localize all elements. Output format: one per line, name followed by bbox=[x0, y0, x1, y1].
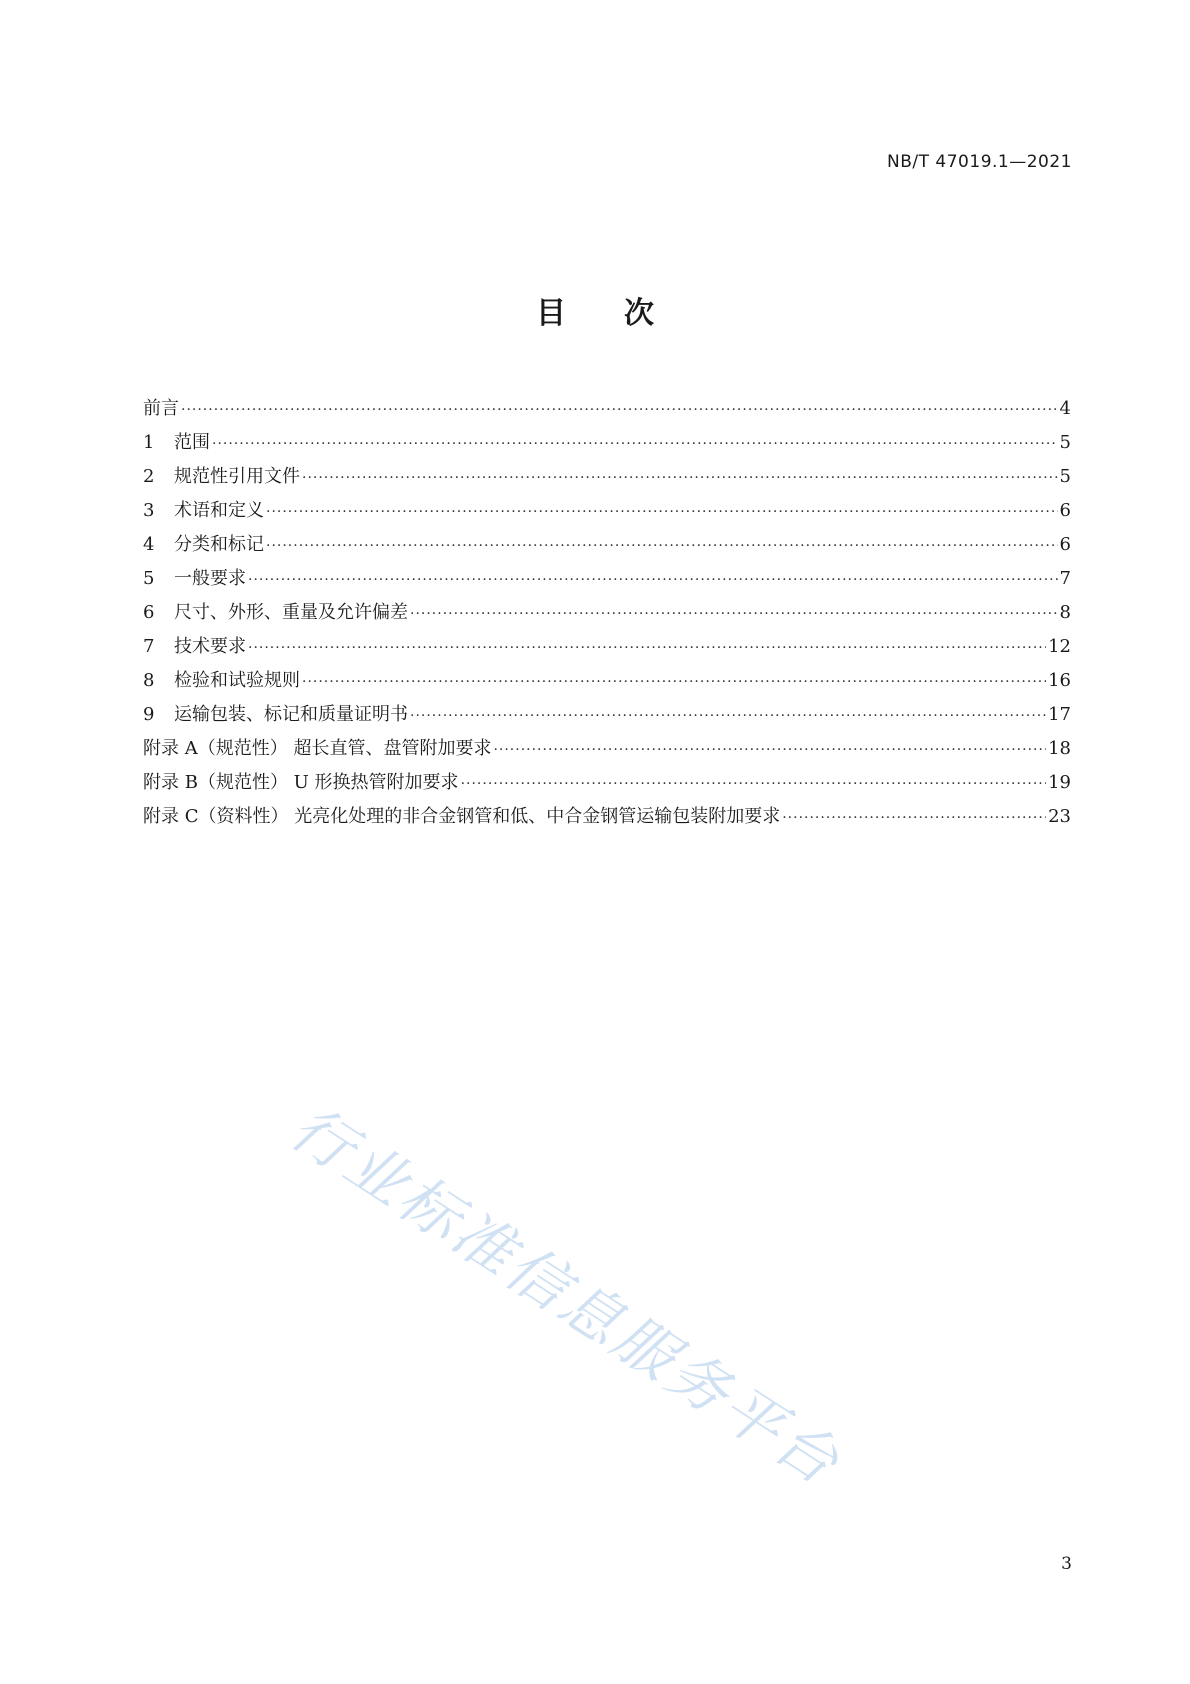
toc-section-number: 9 bbox=[143, 704, 155, 725]
page-title: 目次 bbox=[536, 296, 712, 331]
toc-page-number: 7 bbox=[1059, 568, 1071, 589]
toc-section-number: 8 bbox=[143, 670, 155, 691]
toc-label: 范围 bbox=[174, 432, 210, 453]
toc-label: 附录 A（规范性） 超长直管、盘管附加要求 bbox=[143, 738, 492, 759]
toc-leader bbox=[782, 801, 1046, 835]
toc-entry-5[interactable] bbox=[143, 562, 1071, 596]
toc-leader bbox=[266, 495, 1058, 529]
document-code: NB/T 47019.1—2021 bbox=[887, 152, 1072, 172]
toc-entry-9[interactable] bbox=[143, 698, 1071, 732]
toc-leader bbox=[181, 393, 1058, 427]
toc-entry-1[interactable] bbox=[143, 426, 1071, 460]
toc-label: 附录 B（规范性） U 形换热管附加要求 bbox=[143, 772, 459, 793]
toc-page-number: 18 bbox=[1048, 738, 1071, 759]
toc-section-number: 3 bbox=[143, 500, 155, 521]
table-of-contents bbox=[143, 392, 1071, 834]
page-number: 3 bbox=[1061, 1554, 1072, 1574]
toc-page-number: 19 bbox=[1048, 772, 1071, 793]
toc-leader bbox=[493, 733, 1046, 767]
toc-page-number: 5 bbox=[1059, 432, 1071, 453]
toc-entry-2[interactable] bbox=[143, 460, 1071, 494]
toc-entry-appendix-a[interactable] bbox=[143, 732, 1071, 766]
toc-label: 术语和定义 bbox=[174, 500, 264, 521]
toc-section-number: 6 bbox=[143, 602, 155, 623]
toc-label: 尺寸、外形、重量及允许偏差 bbox=[174, 602, 408, 623]
toc-entry-3[interactable] bbox=[143, 494, 1071, 528]
toc-label: 分类和标记 bbox=[174, 534, 264, 555]
toc-leader bbox=[266, 529, 1058, 563]
toc-label: 一般要求 bbox=[174, 568, 246, 589]
toc-label: 规范性引用文件 bbox=[174, 466, 300, 487]
toc-leader bbox=[410, 699, 1046, 733]
toc-entry-4[interactable] bbox=[143, 528, 1071, 562]
toc-leader bbox=[461, 767, 1047, 801]
toc-page-number: 8 bbox=[1059, 602, 1071, 623]
toc-entry-8[interactable] bbox=[143, 664, 1071, 698]
toc-leader bbox=[302, 461, 1058, 495]
toc-label: 附录 C（资料性） 光亮化处理的非合金钢管和低、中合金钢管运输包装附加要求 bbox=[143, 806, 781, 827]
toc-entry-appendix-c[interactable] bbox=[143, 800, 1071, 834]
toc-entry-6[interactable] bbox=[143, 596, 1071, 630]
toc-page-number: 12 bbox=[1048, 636, 1071, 657]
toc-section-number: 7 bbox=[143, 636, 155, 657]
toc-section-number: 4 bbox=[143, 534, 155, 555]
toc-page-number: 4 bbox=[1059, 398, 1071, 419]
toc-entry-appendix-b[interactable] bbox=[143, 766, 1071, 800]
toc-leader bbox=[248, 631, 1046, 665]
toc-page-number: 5 bbox=[1059, 466, 1071, 487]
toc-section-number: 1 bbox=[143, 432, 155, 453]
toc-page-number: 17 bbox=[1048, 704, 1071, 725]
watermark: 行业标准信息服务平台 bbox=[278, 1092, 854, 1501]
toc-page-number: 23 bbox=[1048, 806, 1071, 827]
toc-label: 检验和试验规则 bbox=[174, 670, 300, 691]
toc-section-number: 5 bbox=[143, 568, 155, 589]
toc-page-number: 6 bbox=[1059, 534, 1071, 555]
toc-leader bbox=[212, 427, 1058, 461]
toc-label: 运输包装、标记和质量证明书 bbox=[174, 704, 408, 725]
toc-label: 技术要求 bbox=[174, 636, 246, 657]
toc-label: 前言 bbox=[143, 398, 179, 419]
toc-entry-7[interactable] bbox=[143, 630, 1071, 664]
toc-page-number: 6 bbox=[1059, 500, 1071, 521]
toc-entry-preface[interactable] bbox=[143, 392, 1071, 426]
toc-section-number: 2 bbox=[143, 466, 155, 487]
toc-page-number: 16 bbox=[1048, 670, 1071, 691]
toc-leader bbox=[248, 563, 1058, 597]
toc-leader bbox=[302, 665, 1046, 699]
toc-leader bbox=[410, 597, 1058, 631]
